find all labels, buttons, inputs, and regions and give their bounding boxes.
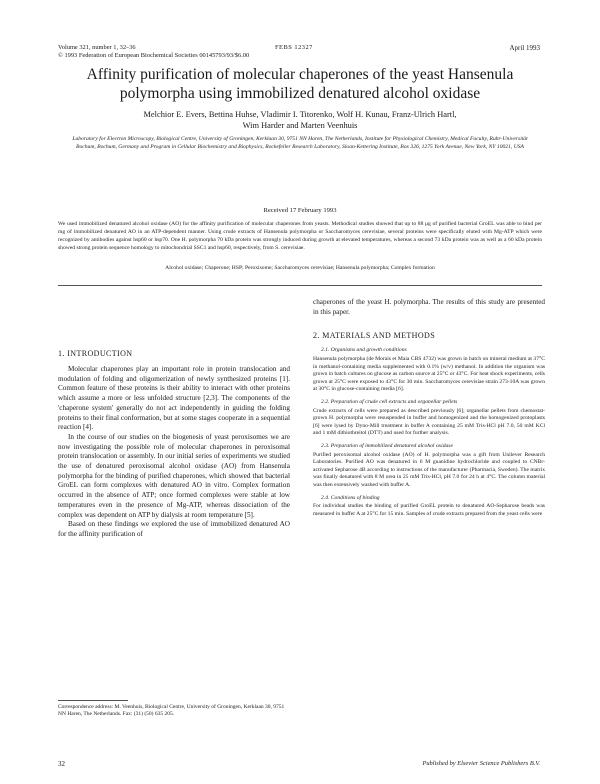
subsection-2-2-title: 2.2. Preparation of crude cell extracts and organellar pellets <box>321 398 458 405</box>
intro-continuation: chaperones of the yeast H. polymorpha. The results of this study are presented in this paper. <box>313 298 545 316</box>
subsection-2-1-title: 2.1. Organisms and growth conditions <box>321 347 407 354</box>
subsection-2-4-text: For individual studies the binding of purified GroEL protein to denatured AO-Sepharose beads was measured in buffer A at 25°C for 15 min. Samples of crude extracts prepared from the yeast cells were <box>313 503 545 517</box>
subsection-2-1-text: Hansenula polymorpha (de Morais et Maia CBS 4732) was grown in batch on mineral medium at 37°C in methanol-containing media supplemented with 0.1% (w/v) methanol. In addition the organism was grown in batch cultures on glucose as carbon source at 25°C or 43°C. For heat shock experiments, cells grown at 25°C were exposed to 43°C for 30 min. Saccharomyces cerevisiae strain 273-10A was grown at 30°C in glucose-containing media [6]. <box>313 356 545 393</box>
subsection-2-2-text: Crude extracts of cells were prepared as described previously [6]; organellar pellets from chemostat-grown H. polymorpha were resuspended in buffer and homogenized and the homogenized protoplasts [6] were lysed by Dyno-Mill treatment in buffer A containing 25 mM Tris-HCl pH 7.0, 50 mM KCl and 1 mM dithiothreitol (DTT) and used for further analysis. <box>313 407 545 437</box>
intro-paragraph-1: Molecular chaperones play an important role in protein translocation and modulation of folding and oligomerization of newly synthesized proteins [1]. Common feature of these proteins is their ability to interact with other proteins which assume a more or less unfolded structure [2,3]. The components of the 'chaperone system' generally do not act independently in guiding the folding proteins to their final conformation, but at some stages cooperate in a sequential reaction [4]. <box>58 365 290 432</box>
title-line-2: polymorpha using immobilized denatured alcohol oxidase <box>119 85 481 102</box>
page-number: 32 <box>58 760 65 768</box>
intro-paragraph-3: Based on these findings we explored the use of immobilized denatured AO for the affinity purification of <box>58 520 290 538</box>
received-date: Received 17 February 1993 <box>263 207 337 214</box>
left-column <box>58 298 290 540</box>
article-title <box>58 65 542 103</box>
section-divider <box>58 285 542 286</box>
intro-paragraph-2: In the course of our studies on the biogenesis of yeast peroxisomes we are now investigating the possible role of molecular chaperones in peroxisomal protein translocation or assembly. In our initial series of experiments we studied the use of denatured peroxisomal alcohol oxidase (AO) from Hansenula polymorpha for the binding of purified chaperones, which showed that bacterial GroEL can form complexes with denatured AO in vitro. Complex formation occurred in the absence of ATP; once formed complexes were stable at low temperatures even in the presence of Mg-ATP, whereas dissociation of the complex was dependent on ATP by dialysis at room temperature [5]. <box>58 432 290 519</box>
author-list <box>70 109 530 131</box>
affiliations: Laboratory for Electron Microscopy, Biological Centre, University of Groningen, Kerklaan 30, 9751 NN Haren, The Netherlands, Institute for Physiological Chemistry, Medical Faculty, Ruhr-Universität Bochum, Bochum, Germany and Program in Cellular Biochemistry and Biophysics, Rockefeller Research Laboratory, Sloan-Kettering Institute, Box 326, 1275 York Avenue, New York, NY 10021, USA <box>72 136 528 151</box>
authors-line-1: Melchior E. Evers, Bettina Huhse, Vladimir I. Titorenko, Wolf H. Kunau, Franz-Ulrich Hartl, <box>143 110 457 119</box>
correspondence-footnote: Correspondence address: M. Veenhuis, Biological Centre, University of Groningen, Kerklaan 30, 9751 NN Haren, The Netherlands. Fax: (31) (50) 635 205. <box>58 704 285 718</box>
keywords: Alcohol oxidase; Chaperone; HSP; Peroxisome; Saccharomyces cerevisiae; Hansenula polymorpha; Complex formation <box>165 265 435 271</box>
footnote-divider <box>58 700 128 701</box>
subsection-2-4-title: 2.4. Conditions of binding <box>321 494 380 501</box>
journal-header <box>58 44 249 60</box>
title-line-1: Affinity purification of molecular chaperones of the yeast Hansenula <box>86 66 514 83</box>
issue-date: April 1993 <box>509 44 540 52</box>
intro-heading: 1. INTRODUCTION <box>58 349 133 358</box>
article-code: FEBS 12327 <box>275 44 313 51</box>
subsection-2-3-title: 2.3. Preparation of immobilized denatured alcohol oxidase <box>321 442 453 449</box>
authors-line-2: Wim Harder and Marten Veenhuis <box>242 121 358 130</box>
copyright-line: © 1993 Federation of European Biochemical Societies 00145793/93/$6.00 <box>58 52 250 59</box>
subsection-2-3-text: Purified peroxisomal alcohol oxidase (AO) of H. polymorpha was a gift from Unilever Research Laboratories. Purified AO was denatured in 6 M guanidine hydrochloride and coupled to CNBr-activated Sepharose 4B according to instructions of the manufacturer (Pharmacia, Sweden). The matrix was finally denatured with 8 M urea in 25 mM Tris-HCl, pH 7.0 for 24 h at 4°C. The column material was then extensively washed with buffer A. <box>313 451 545 488</box>
volume-line: Volume 321, number 1, 32–36 <box>58 44 136 51</box>
abstract: We used immobilized denatured alcohol oxidase (AO) for the affinity purification of molecular chaperones from yeasts. Methodical studies showed that up to 88 μg of purified bacterial GroEL was able to bind per mg of immobilized denatured AO in an ATP-dependent manner. Using crude extracts of Hansenula polymorpha or Saccharomyces cerevisiae, several proteins were specifically eluted with Mg-ATP which were recognized by antibodies against hsp60 or hsp70. One H. polymorpha 70 kDa protein was strongly induced during growth at elevated temperatures, whereas a second 73 kDa protein was as well as a 60 kDa protein showed strong protein sequence homology to mitochondrial SSC1 and hsp60, respectively, from S. cerevisiae. <box>58 221 542 251</box>
publisher-line: Published by Elsevier Science Publishers B.V. <box>422 760 540 767</box>
methods-heading: 2. MATERIALS AND METHODS <box>313 331 436 341</box>
right-column <box>313 298 545 518</box>
